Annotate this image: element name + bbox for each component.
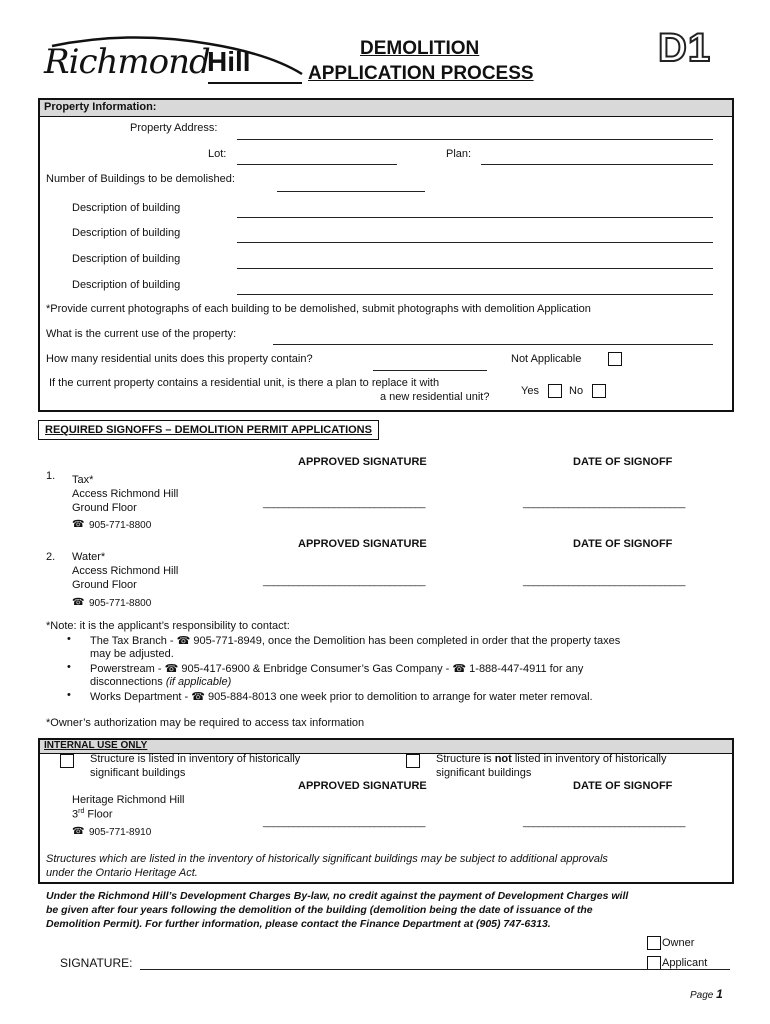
dev-charges-line2: be given after four years following the demolition of the building (demolition being the date of issuance of the <box>46 904 593 916</box>
item-line3-1: Ground Floor <box>72 502 137 514</box>
res-units-label: How many residential units does this property contain? <box>46 353 313 365</box>
date-line-3[interactable]: ________________________________ <box>523 817 685 828</box>
note-bullet-2-line2-text: disconnections <box>90 676 166 688</box>
approved-signature-heading-1: APPROVED SIGNATURE <box>298 456 427 468</box>
not-listed-label-line1 <box>436 753 666 765</box>
building-desc-input-2[interactable] <box>237 242 713 243</box>
logo-text-richmond: Richmond <box>44 42 210 82</box>
not-listed-checkbox[interactable] <box>406 754 420 768</box>
owner-auth-note: *Owner’s authorization may be required to access tax information <box>46 717 365 729</box>
note-bullet-2-line2 <box>90 676 231 688</box>
note-bullet-1-line2: may be adjusted. <box>90 648 174 660</box>
heritage-dept-line1: Heritage Richmond Hill <box>72 794 185 806</box>
floor-number: 3 <box>72 808 79 821</box>
approved-signature-heading-3: APPROVED SIGNATURE <box>298 780 427 792</box>
lot-label: Lot: <box>208 148 227 160</box>
dev-charges-line3: Demolition Permit). For further information, please contact the Finance Department at (905) 747-6313. <box>46 918 551 930</box>
res-units-input[interactable] <box>373 370 487 371</box>
building-desc-label-4: Description of building <box>72 279 181 291</box>
property-address-label: Property Address: <box>130 122 218 134</box>
floor-suffix: rd <box>78 808 85 815</box>
item-line3-2: Ground Floor <box>72 579 137 591</box>
building-desc-label-2: Description of building <box>72 227 181 239</box>
phone-icon-3: ☎ <box>72 826 85 837</box>
num-buildings-label: Number of Buildings to be demolished: <box>46 173 235 185</box>
item-name-2: Water* <box>72 551 106 563</box>
photo-note: *Provide current photographs of each building to be demolished, submit photographs with demolition Application <box>46 303 591 315</box>
signature-line-3[interactable]: ________________________________ <box>263 817 425 828</box>
current-use-label: What is the current use of the property: <box>46 328 237 340</box>
page-title-line2: APPLICATION PROCESS <box>308 63 534 84</box>
date-of-signoff-heading-2: DATE OF SIGNOFF <box>573 538 673 550</box>
item-line2-2: Access Richmond Hill <box>72 565 179 577</box>
bullet-icon-3: • <box>67 689 71 701</box>
date-line-2[interactable]: ________________________________ <box>523 576 685 587</box>
applicant-label: Applicant <box>662 957 708 969</box>
date-of-signoff-heading-3: DATE OF SIGNOFF <box>573 780 673 792</box>
form-code-badge: D1 <box>658 26 712 70</box>
phone-icon-1: ☎ <box>72 519 85 530</box>
page-title-line1: DEMOLITION <box>360 38 480 59</box>
item-phone-1: 905-771-8800 <box>89 520 152 531</box>
item-phone-2: 905-771-8800 <box>89 598 152 609</box>
internal-header <box>40 740 732 754</box>
section-title: Property Information: <box>44 101 157 113</box>
signature-line-2[interactable]: ________________________________ <box>263 576 425 587</box>
listed-label-line2: significant buildings <box>90 767 186 779</box>
no-checkbox[interactable] <box>592 384 606 398</box>
approved-signature-heading-2: APPROVED SIGNATURE <box>298 538 427 550</box>
plan-label: Plan: <box>446 148 472 160</box>
heritage-dept-line2 <box>72 808 112 821</box>
signature-input[interactable] <box>140 969 730 970</box>
building-desc-input-3[interactable] <box>237 268 713 269</box>
item-number-1: 1. <box>46 470 56 482</box>
note-bullet-1-line1: The Tax Branch - ☎ 905-771-8949, once the Demolition has been completed in order that the property taxes <box>90 635 621 647</box>
listed-checkbox[interactable] <box>60 754 74 768</box>
logo-underline <box>208 82 302 84</box>
page-number: 1 <box>716 987 723 1001</box>
note-bullet-2-italic: (if applicable) <box>165 676 232 688</box>
no-label: No <box>569 385 584 397</box>
date-of-signoff-heading-1: DATE OF SIGNOFF <box>573 456 673 468</box>
yes-checkbox[interactable] <box>548 384 562 398</box>
internal-title: INTERNAL USE ONLY <box>44 740 148 751</box>
page-label: Page <box>690 990 714 1001</box>
signoffs-title: REQUIRED SIGNOFFS – DEMOLITION PERMIT APPLICATIONS <box>38 420 379 440</box>
not-listed-text-c: listed in inventory of historically <box>511 753 667 765</box>
not-listed-label-line2: significant buildings <box>436 767 532 779</box>
owner-label: Owner <box>662 937 695 949</box>
item-line2-1: Access Richmond Hill <box>72 488 179 500</box>
building-desc-label-1: Description of building <box>72 202 181 214</box>
phone-icon-2: ☎ <box>72 597 85 608</box>
heritage-note-line2: under the Ontario Heritage Act. <box>46 867 198 879</box>
note-intro: *Note: it is the applicant’s responsibility to contact: <box>46 620 290 632</box>
bullet-icon-2: • <box>67 661 71 673</box>
replace-question-line2: a new residential unit? <box>380 391 490 403</box>
heritage-note-line1: Structures which are listed in the inventory of historically significant buildings may be subject to additional approvals <box>46 853 608 865</box>
not-applicable-label: Not Applicable <box>511 353 582 365</box>
section-header <box>40 100 732 117</box>
owner-checkbox[interactable] <box>647 936 661 950</box>
not-applicable-checkbox[interactable] <box>608 352 622 366</box>
item-number-2: 2. <box>46 551 56 563</box>
heritage-phone: 905-771-8910 <box>89 827 152 838</box>
item-name-1: Tax* <box>72 474 94 486</box>
note-bullet-3: Works Department - ☎ 905-884-8013 one week prior to demolition to arrange for water meter removal. <box>90 691 593 703</box>
property-address-input[interactable] <box>237 139 713 140</box>
building-desc-input-1[interactable] <box>237 217 713 218</box>
replace-question-line1: If the current property contains a residential unit, is there a plan to replace it with <box>49 377 440 389</box>
dev-charges-line1: Under the Richmond Hill’s Development Charges By-law, no credit against the payment of Development Charges will <box>46 890 629 902</box>
yes-label: Yes <box>521 385 539 397</box>
listed-label-line1: Structure is listed in inventory of historically <box>90 753 301 765</box>
num-buildings-input[interactable] <box>277 191 425 192</box>
floor-word: Floor <box>84 808 113 821</box>
plan-input[interactable] <box>481 164 713 165</box>
not-listed-emphasis: not <box>494 753 512 765</box>
logo <box>40 34 305 94</box>
note-bullet-2-line1: Powerstream - ☎ 905-417-6900 & Enbridge Consumer’s Gas Company - ☎ 1-888-447-4911 for any <box>90 663 584 675</box>
page-footer <box>690 987 723 1001</box>
current-use-input[interactable] <box>273 344 713 345</box>
lot-input[interactable] <box>237 164 397 165</box>
logo-text-hill: Hill <box>207 46 251 77</box>
applicant-checkbox[interactable] <box>647 956 661 970</box>
not-listed-text-a: Structure is <box>436 753 495 765</box>
signature-label: SIGNATURE: <box>60 956 133 970</box>
date-line-1[interactable]: ________________________________ <box>523 498 685 509</box>
signature-line-1[interactable]: ________________________________ <box>263 498 425 509</box>
building-desc-label-3: Description of building <box>72 253 181 265</box>
building-desc-input-4[interactable] <box>237 294 713 295</box>
bullet-icon-1: • <box>67 633 71 645</box>
